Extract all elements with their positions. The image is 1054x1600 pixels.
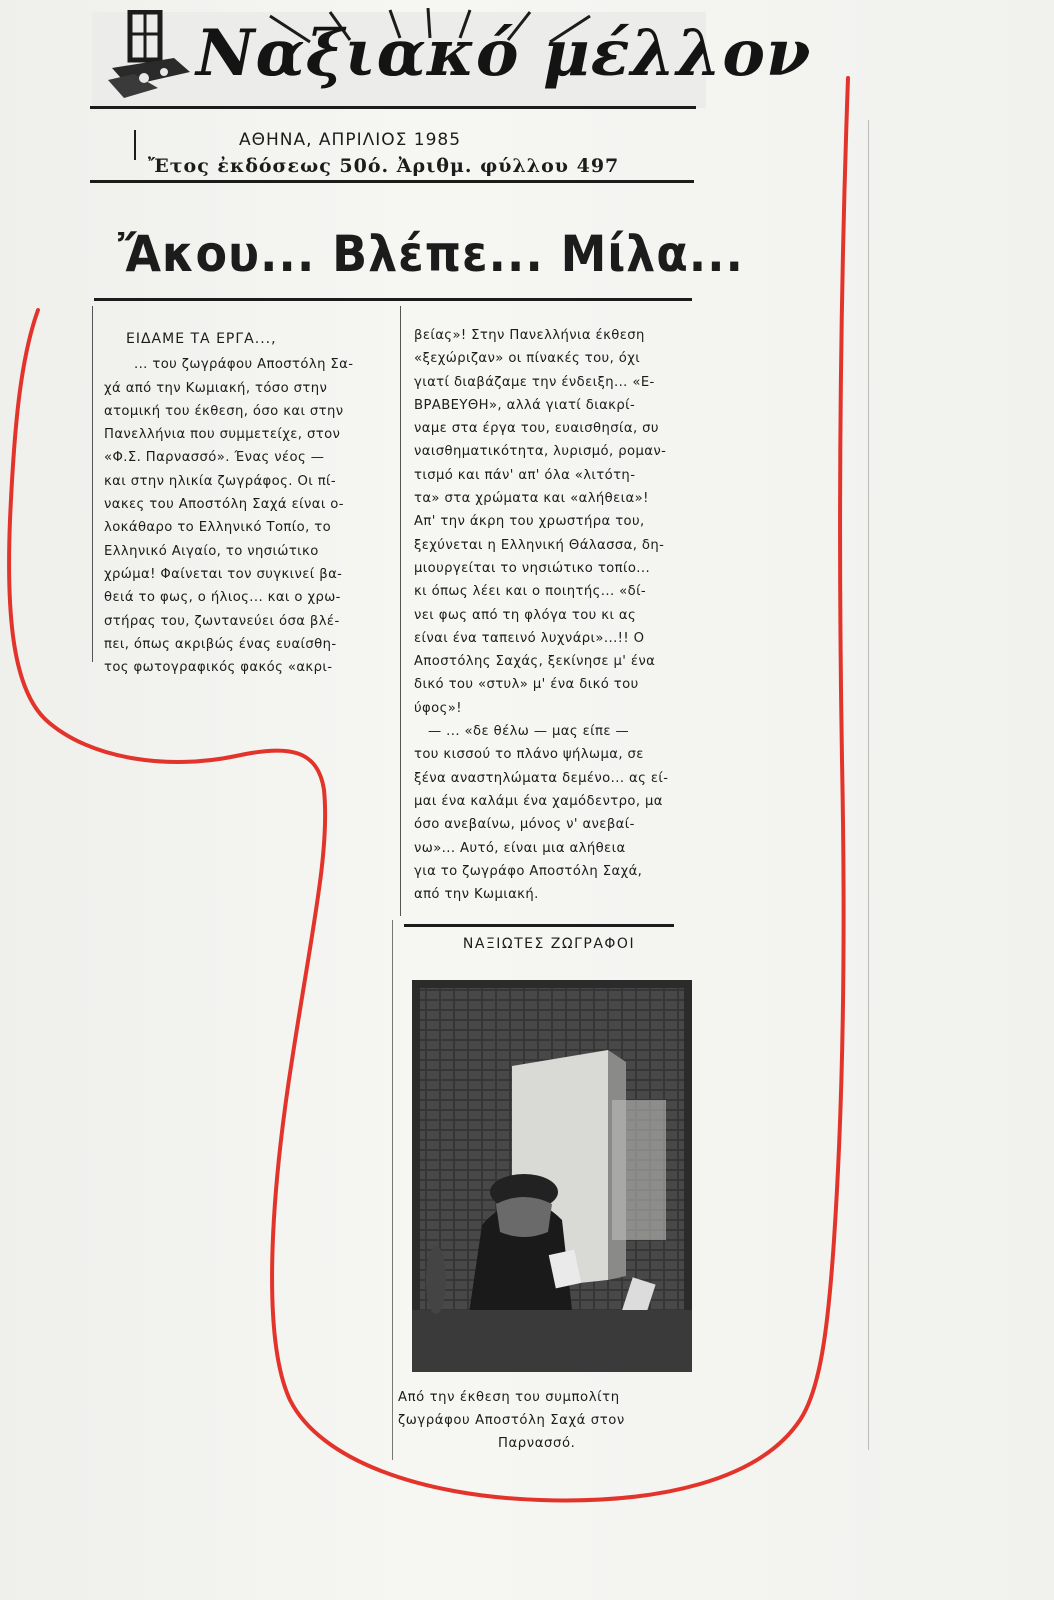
article-line: Πανελλήνια που συμμετείχε, στον [104, 427, 341, 443]
caption-line: Από την έκθεση του συμπολίτη [398, 1390, 620, 1405]
article-line: τισμό και πάν' απ' όλα «λιτότη- [414, 467, 636, 483]
article-line: γιατί διαβάζαμε την ένδειξη... «Ε- [414, 374, 655, 390]
article-line: ξεχύνεται η Ελληνική Θάλασσα, δη- [414, 537, 665, 553]
article-line: Απ' την άκρη του χρωστήρα του, [414, 514, 645, 530]
article-line: Αποστόλης Σαχάς, ξεκίνησε μ' ένα [414, 654, 656, 670]
edition-line: Ἔτος ἐκδόσεως 50ό. Ἀριθμ. φύλλου 497 [148, 155, 620, 177]
article-line: χρώμα! Φαίνεται τον συγκινεί βα- [104, 566, 343, 582]
article-line: ύφος»! [414, 700, 462, 716]
article-line: ατομική του έκθεση, όσο και στην [104, 403, 344, 419]
article-line: λοκάθαρο το Ελληνικό Τοπίο, το [104, 520, 332, 536]
article-line: «ξεχώριζαν» οι πίνακές του, όχι [414, 351, 641, 367]
article-line: ξένα αναστηλώματα δεμένο... ας εί- [414, 770, 669, 786]
newspaper-title: Ναξιακό μέλλον [196, 16, 812, 91]
article-line: χά από την Κωμιακή, τόσο στην [104, 380, 328, 396]
dateline: ΑΘΗΝΑ, ΑΠΡΙΛΙΟΣ 1985 [238, 130, 462, 150]
article-line: δικό του «στυλ» μ' ένα δικό του [414, 677, 639, 693]
article-line: τα» στα χρώματα και «αλήθεια»! [414, 491, 649, 507]
article-line: ναισθηματικότητα, λυρισμό, ρομαν- [414, 444, 667, 460]
article-line: ... του ζωγράφου Αποστόλη Σα- [134, 357, 354, 373]
article-line: μιουργείται το νησιώτικο τοπίο... [414, 560, 651, 576]
column-headline: Ἄκου... Βλέπε... Μίλα... [118, 225, 744, 283]
article-line: Ελληνικό Αιγαίο, το νησιώτικο [104, 543, 319, 559]
article-line: είναι ένα ταπεινό λυχνάρι»...!! Ο [414, 630, 645, 646]
article-line: στήρας του, ζωντανεύει όσα βλέ- [104, 613, 340, 629]
article-line: ναμε στα έργα του, ευαισθησία, συ [414, 421, 659, 437]
article-line: τος φωτογραφικός φακός «ακρι- [104, 660, 333, 676]
article-line: νω»... Αυτό, είναι μια αλήθεια [414, 840, 626, 856]
article-heading: ΕΙΔΑΜΕ ΤΑ ΕΡΓΑ..., [126, 331, 277, 347]
article-line: κι όπως λέει και ο ποιητής... «δί- [414, 584, 647, 600]
article-line: νακες του Αποστόλη Σαχά είναι ο- [104, 497, 344, 513]
article-line: «Φ.Σ. Παρνασσό». Ένας νέος — [104, 450, 325, 466]
article-line: και στην ηλικία ζωγράφος. Οι πί- [104, 473, 337, 489]
article-line: θειά το φως, ο ήλιος... και ο χρω- [104, 590, 341, 606]
article-line: για το ζωγράφο Αποστόλη Σαχά, [414, 863, 643, 879]
article-line: ΒΡΑΒΕΥΘΗ», αλλά γιατί διακρί- [414, 397, 636, 413]
article-line: από την Κωμιακή. [414, 887, 539, 903]
article-line: νει φως από τη φλόγα του κι ας [414, 607, 637, 623]
caption-line: Παρνασσό. [498, 1436, 576, 1451]
article-line: μαι ένα καλάμι ένα χαμόδεντρο, μα [414, 793, 663, 809]
section-title: ΝΑΞΙΩΤΕΣ ΖΩΓΡΑΦΟΙ [462, 936, 636, 952]
article-line: όσο ανεβαίνω, μόνος ν' ανεβαί- [414, 817, 635, 833]
article-line: του κισσού το πλάνο ψήλωμα, σε [414, 747, 644, 763]
article-line: — ... «δε θέλω — μας είπε — [428, 724, 630, 740]
caption-line: ζωγράφου Αποστόλη Σαχά στον [398, 1413, 625, 1428]
article-line: πει, όπως ακριβώς ένας ευαίσθη- [104, 636, 337, 652]
article-line: βείας»! Στην Πανελλήνια έκθεση [414, 328, 645, 343]
